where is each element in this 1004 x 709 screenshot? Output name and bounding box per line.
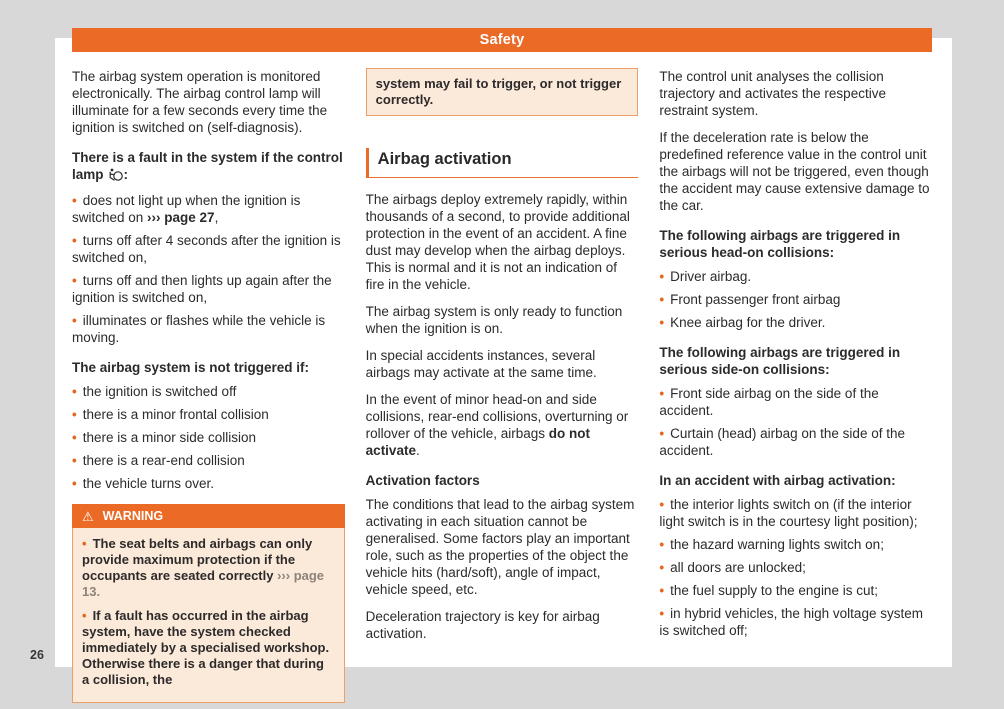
paragraph: Deceleration trajectory is key for airbag activation. bbox=[365, 609, 600, 641]
list-item bbox=[82, 608, 335, 688]
list-item: • Front passenger front airbag bbox=[659, 291, 932, 308]
list-item bbox=[72, 232, 345, 266]
warning-triangle-icon: ⚠ bbox=[82, 509, 94, 524]
text-run: If a fault has occurred in the airbag system, have the system checked immediately by a specialised workshop. Otherwise there is a danger that during a collision, the bbox=[82, 608, 330, 687]
manual-page bbox=[55, 32, 952, 687]
paragraph: The airbag system operation is monitored electronically. The airbag control lamp will illuminate for a few seconds every time the ignition is switched on (self-diagnosis). bbox=[72, 69, 328, 135]
airbag-lamp-icon bbox=[108, 168, 123, 185]
page-reference-link[interactable]: ››› page 27 bbox=[147, 210, 215, 225]
paragraph: The control unit analyses the collision trajectory and activates the respective restraint system. bbox=[659, 69, 886, 118]
column-1 bbox=[72, 68, 345, 703]
airbag-activation-accident-heading: In an accident with airbag activation: bbox=[659, 473, 896, 488]
list-item bbox=[72, 192, 345, 226]
text-run: . bbox=[415, 443, 420, 458]
list-item: • Knee airbag for the driver. bbox=[659, 314, 932, 331]
column-3 bbox=[659, 68, 932, 703]
text-run: turns off and then lights up again after the ignition is switched on, bbox=[72, 273, 332, 305]
headon-collisions-heading: The following airbags are triggered in serious head-on collisions: bbox=[659, 228, 901, 260]
section-heading: Airbag activation bbox=[366, 148, 639, 178]
text-run: turns off after 4 seconds after the ignition is switched on, bbox=[72, 233, 341, 265]
text-run: illuminates or flashes while the vehicle is moving. bbox=[72, 313, 326, 345]
activation-factors-heading: Activation factors bbox=[365, 473, 480, 488]
warning-box-header bbox=[72, 504, 345, 528]
list-item bbox=[72, 272, 345, 306]
warning-bullet-list bbox=[82, 536, 335, 688]
list-item: • the vehicle turns over. bbox=[72, 475, 345, 492]
chapter-title: Safety bbox=[479, 32, 525, 48]
page-content bbox=[72, 68, 932, 703]
chapter-header-bar bbox=[72, 28, 932, 52]
column-2 bbox=[366, 68, 639, 703]
list-item: • the fuel supply to the engine is cut; bbox=[659, 582, 932, 599]
list-item bbox=[72, 312, 345, 346]
not-triggered-heading: The airbag system is not triggered if: bbox=[72, 360, 310, 375]
list-item: • there is a rear-end collision bbox=[72, 452, 345, 469]
activation-bullet-list bbox=[659, 496, 932, 639]
headon-bullet-list bbox=[659, 268, 932, 331]
list-item: • Front side airbag on the side of the accident. bbox=[659, 385, 932, 419]
paragraph bbox=[366, 391, 639, 459]
list-item: • the interior lights switch on (if the interior light switch is in the courtesy light position); bbox=[659, 496, 932, 530]
page-number: 26 bbox=[30, 648, 44, 662]
list-item: • Driver airbag. bbox=[659, 268, 932, 285]
fault-bullet-list bbox=[72, 192, 345, 346]
not-triggered-bullet-list bbox=[72, 383, 345, 492]
list-item: • there is a minor side collision bbox=[72, 429, 345, 446]
page-reference-link[interactable]: ››› page 13. bbox=[82, 568, 325, 599]
text-run: do not activate bbox=[365, 426, 590, 458]
fault-heading: There is a fault in the system if the control lamp : bbox=[72, 149, 345, 185]
list-item: • all doors are unlocked; bbox=[659, 559, 932, 576]
text-run: , bbox=[214, 210, 219, 225]
text-run: The seat belts and airbags can only provide maximum protection if the occupants are seated correctly bbox=[82, 536, 313, 583]
paragraph: If the deceleration rate is below the predefined reference value in the control unit the airbags will not be triggered, even though the accident may cause extensive damage to the car. bbox=[659, 130, 930, 213]
warning-box bbox=[72, 504, 345, 703]
list-item bbox=[82, 536, 335, 600]
list-item: • Curtain (head) airbag on the side of the accident. bbox=[659, 425, 932, 459]
text-run: does not light up when the ignition is switched on bbox=[72, 193, 301, 225]
warning-title: WARNING bbox=[102, 509, 164, 523]
list-item: • the ignition is switched off bbox=[72, 383, 345, 400]
sideon-bullet-list bbox=[659, 385, 932, 459]
warning-box-body bbox=[72, 528, 345, 703]
warning-continuation-box: system may fail to trigger, or not trigger correctly. bbox=[366, 68, 639, 116]
paragraph: The airbags deploy extremely rapidly, within thousands of a second, to provide additional protection in the event of an accident. A fine dust may develop when the airbag deploys. This is normal and it is not an indication of fire in the vehicle. bbox=[365, 192, 630, 292]
text-run: In the event of minor head-on and side collisions, rear-end collisions, overturning or rollover of the vehicle, airbags bbox=[365, 392, 629, 441]
paragraph: The conditions that lead to the airbag system activating in each situation cannot be generalised. Some factors play an important role, such as the properties of the object the vehicle hits (hard/soft), angle of impact, vehicle speed, etc. bbox=[365, 497, 635, 597]
list-item: • in hybrid vehicles, the high voltage system is switched off; bbox=[659, 605, 932, 639]
paragraph: The airbag system is only ready to function when the ignition is on. bbox=[365, 304, 623, 336]
paragraph: In special accidents instances, several airbags may activate at the same time. bbox=[365, 348, 597, 380]
sideon-collisions-heading: The following airbags are triggered in serious side-on collisions: bbox=[659, 345, 901, 377]
list-item: • there is a minor frontal collision bbox=[72, 406, 345, 423]
list-item: • the hazard warning lights switch on; bbox=[659, 536, 932, 553]
